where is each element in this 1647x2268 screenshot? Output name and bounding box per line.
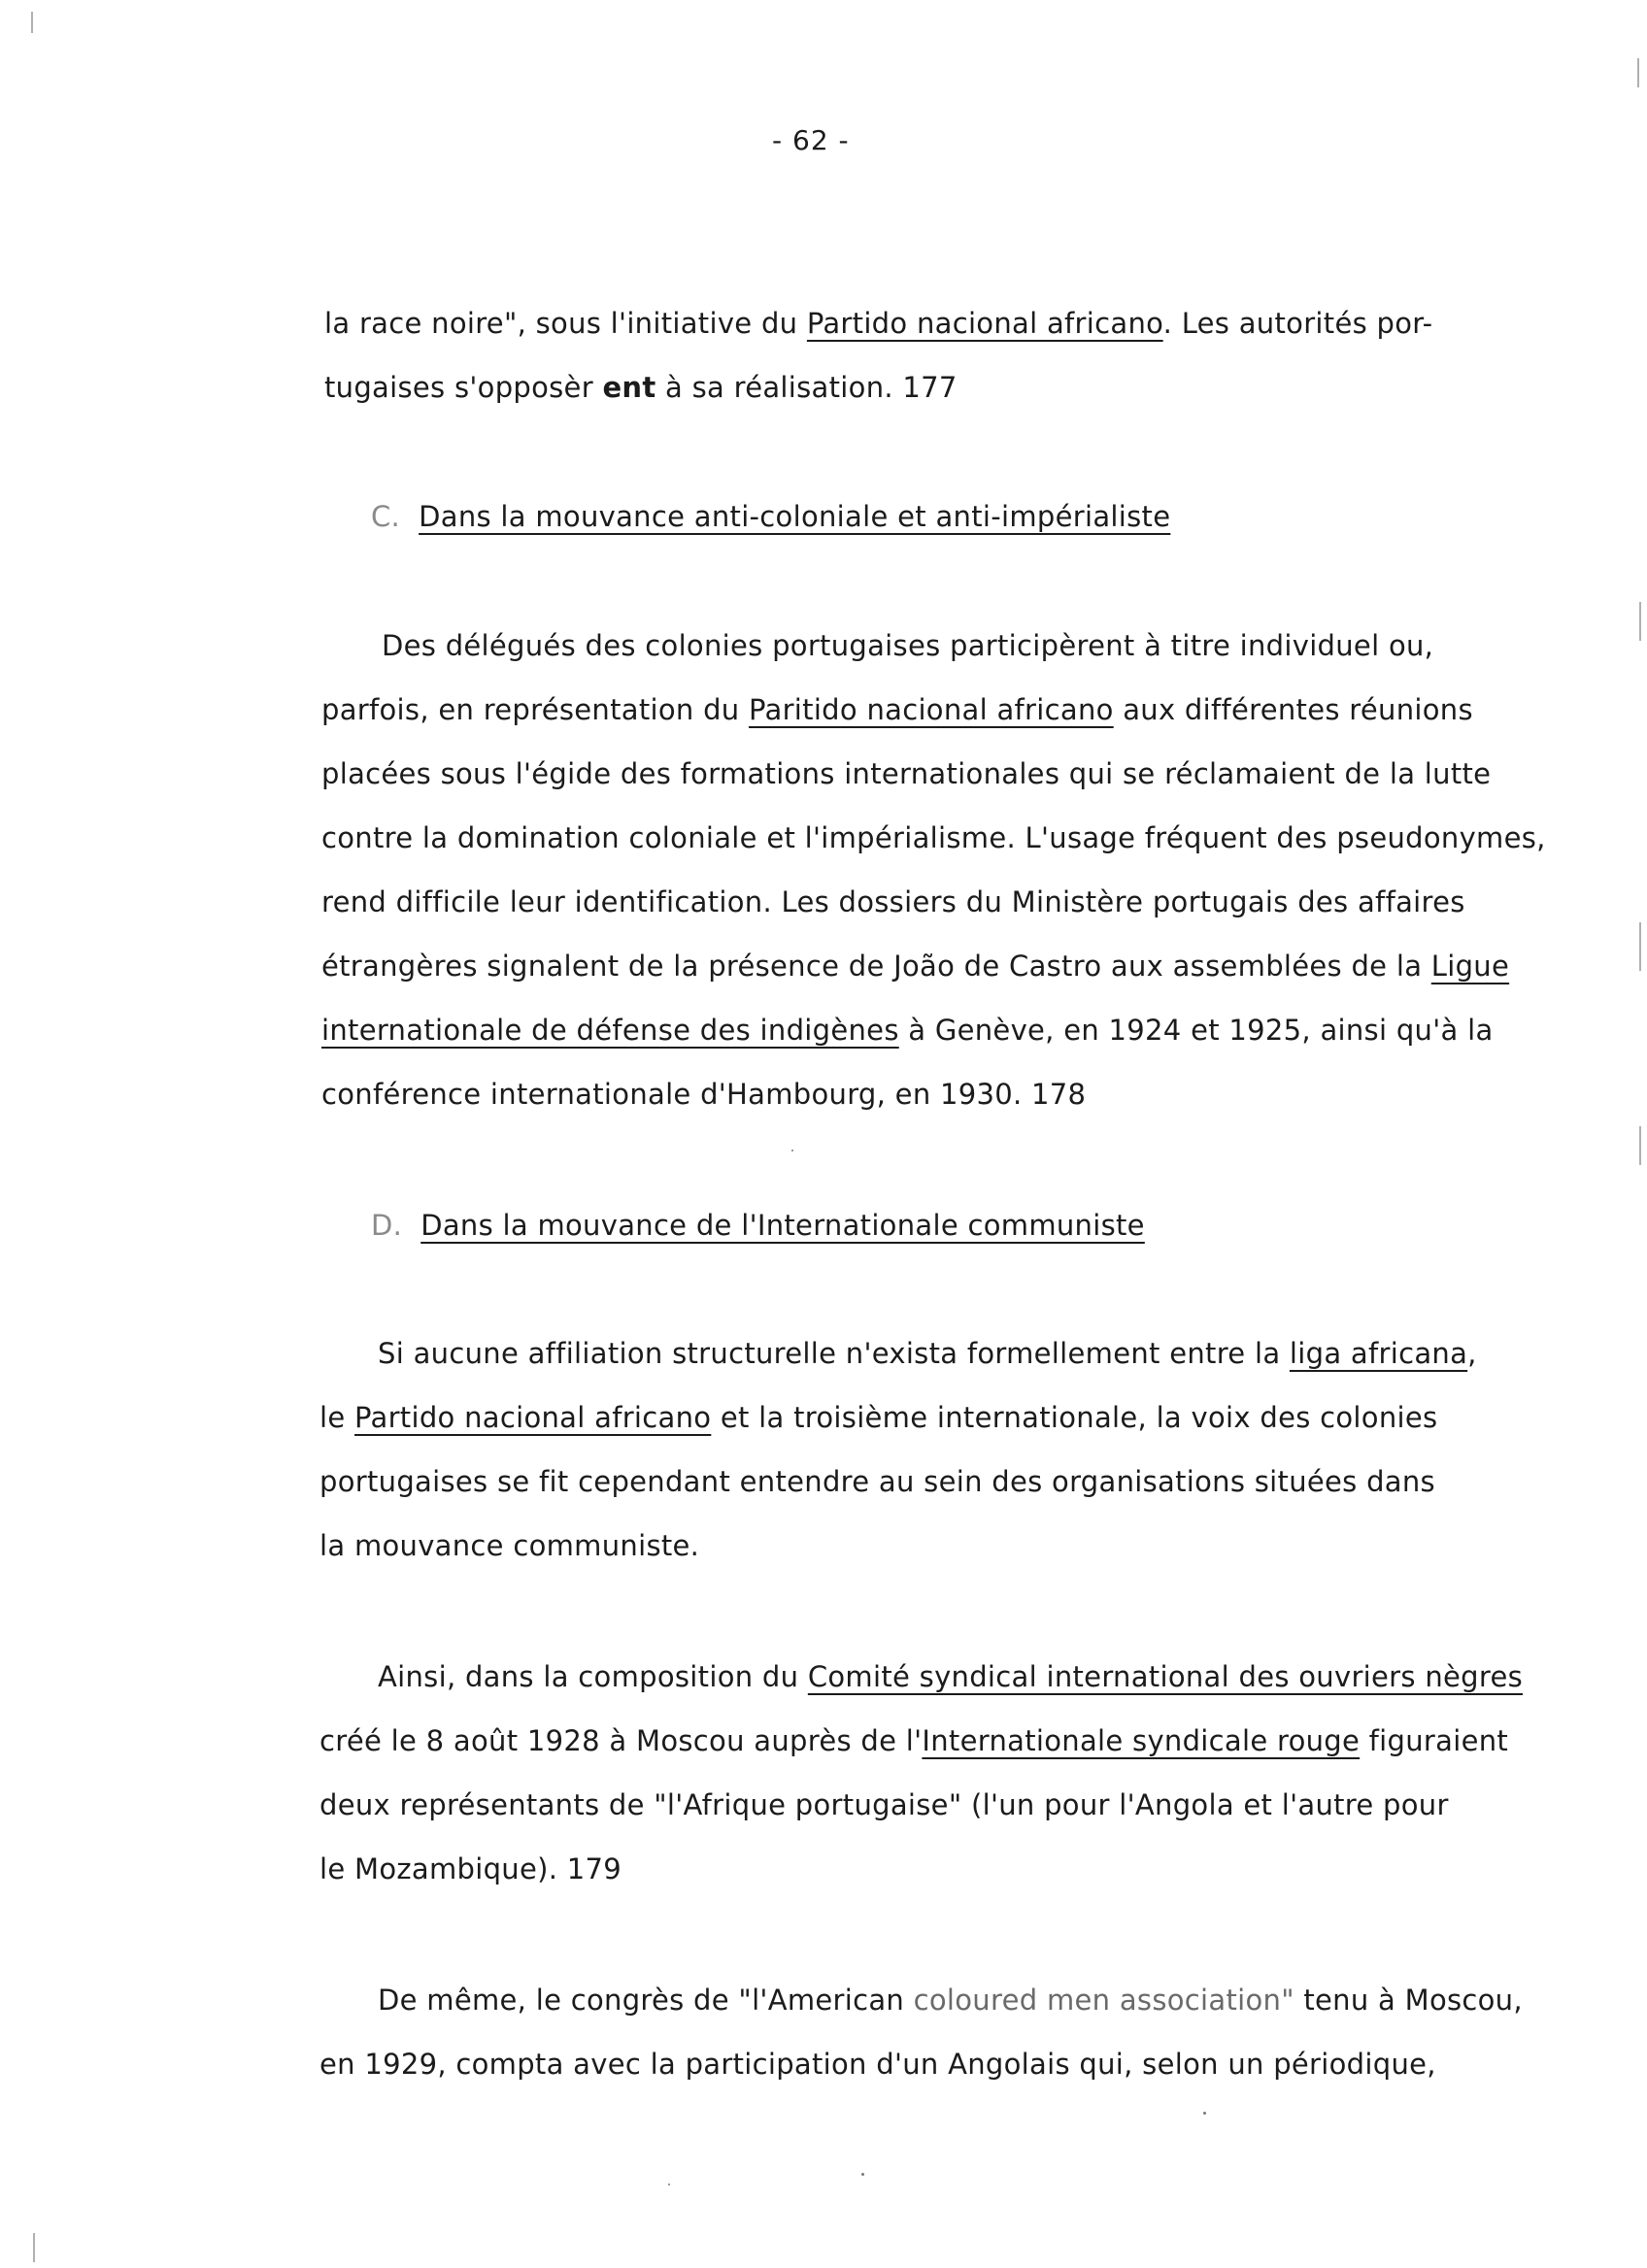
underlined-organization: Partido nacional africano xyxy=(354,1401,712,1434)
underlined-organization: Paritido nacional africano xyxy=(749,693,1114,726)
scan-mark xyxy=(1639,1126,1641,1165)
faint-text-segment: coloured men association" xyxy=(913,1984,1294,2017)
text-segment: étrangères signalent de la présence de João de Castro aux assemblées de la xyxy=(321,950,1431,983)
paragraph-2-line-1: Des délégués des colonies portugaises participèrent à titre individuel ou, xyxy=(382,629,1434,662)
paragraph-4-line-4: le Mozambique). 179 xyxy=(319,1852,622,1885)
paragraph-2-line-4: contre la domination coloniale et l'impérialisme. L'usage fréquent des pseudonymes, xyxy=(321,821,1546,854)
text-segment: figuraient xyxy=(1360,1724,1509,1757)
text-segment: à sa réalisation. 177 xyxy=(655,371,958,404)
scan-speck xyxy=(791,1150,793,1151)
paragraph-4-line-3: deux représentants de "l'Afrique portugaise" (l'un pour l'Angola et l'autre pour xyxy=(319,1788,1449,1821)
text-segment: tugaises s'opposèr xyxy=(324,371,603,404)
text-segment: . Les autorités por- xyxy=(1162,307,1433,340)
text-segment: aux différentes réunions xyxy=(1113,693,1473,726)
scan-mark xyxy=(33,2233,35,2262)
paragraph-2-line-8: conférence internationale d'Hambourg, en 1930. 178 xyxy=(321,1078,1087,1111)
underlined-organization: internationale de défense des indigènes xyxy=(321,1014,899,1047)
text-segment: et la troisième internationale, la voix des colonies xyxy=(711,1401,1438,1434)
paragraph-2-line-5: rend difficile leur identification. Les dossiers du Ministère portugais des affaires xyxy=(321,885,1465,918)
section-d-heading xyxy=(371,1209,1145,1242)
scan-mark xyxy=(1637,58,1639,87)
text-segment: Si aucune affiliation structurelle n'exista formellement entre la xyxy=(378,1337,1290,1370)
paragraph-4-line-2 xyxy=(319,1724,1509,1757)
paragraph-1-line-1 xyxy=(324,307,1433,340)
text-segment: le xyxy=(319,1401,355,1434)
section-c-heading xyxy=(371,500,1171,533)
text-segment: , xyxy=(1467,1337,1477,1370)
underlined-organization: Internationale syndicale rouge xyxy=(922,1724,1361,1757)
paragraph-3-line-4: la mouvance communiste. xyxy=(319,1529,700,1562)
paragraph-3-line-3: portugaises se fit cependant entendre au sein des organisations situées dans xyxy=(319,1465,1435,1498)
underlined-organization: liga africana xyxy=(1289,1337,1468,1370)
text-segment: Ainsi, dans la composition du xyxy=(378,1660,808,1693)
scan-speck xyxy=(668,2184,670,2185)
paragraph-3-line-1 xyxy=(378,1337,1477,1370)
section-d-title: Dans la mouvance de l'Internationale communiste xyxy=(420,1209,1145,1242)
paragraph-5-line-2: en 1929, compta avec la participation d'un Angolais qui, selon un périodique, xyxy=(319,2048,1436,2081)
text-segment: la race noire", sous l'initiative du xyxy=(324,307,807,340)
paragraph-1-line-2 xyxy=(324,371,958,404)
underlined-organization: Partido nacional africano xyxy=(806,307,1163,340)
paragraph-3-line-2 xyxy=(319,1401,1438,1434)
scan-speck xyxy=(861,2173,864,2176)
underlined-organization: Comité syndical international des ouvriers nègres xyxy=(807,1660,1523,1693)
paragraph-2-line-3: placées sous l'égide des formations internationales qui se réclamaient de la lutte xyxy=(321,757,1492,790)
text-segment: tenu à Moscou, xyxy=(1294,1984,1523,2017)
paragraph-2-line-2 xyxy=(321,693,1473,726)
section-c-marker: C. xyxy=(371,500,401,533)
paragraph-2-line-6 xyxy=(321,952,1509,981)
section-c-title: Dans la mouvance anti-coloniale et anti-impérialiste xyxy=(419,500,1171,533)
text-segment: parfois, en représentation du xyxy=(321,693,750,726)
section-d-marker: D. xyxy=(371,1209,403,1242)
paragraph-4-line-1 xyxy=(378,1660,1523,1693)
paragraph-5-line-1 xyxy=(378,1986,1523,2015)
bold-correction: ent xyxy=(602,371,656,404)
text-segment: De même, le congrès de "l'American xyxy=(378,1984,914,2017)
underlined-organization: Ligue xyxy=(1430,950,1510,983)
page-number: - 62 - xyxy=(772,124,850,156)
scan-speck xyxy=(1203,2112,1206,2115)
scan-mark xyxy=(1639,602,1641,641)
text-segment: à Genève, en 1924 et 1925, ainsi qu'à la xyxy=(898,1014,1494,1047)
scan-mark xyxy=(1639,922,1641,971)
text-segment: créé le 8 août 1928 à Moscou auprès de l' xyxy=(319,1724,923,1757)
paragraph-2-line-7 xyxy=(321,1014,1494,1047)
scan-mark xyxy=(31,12,33,33)
